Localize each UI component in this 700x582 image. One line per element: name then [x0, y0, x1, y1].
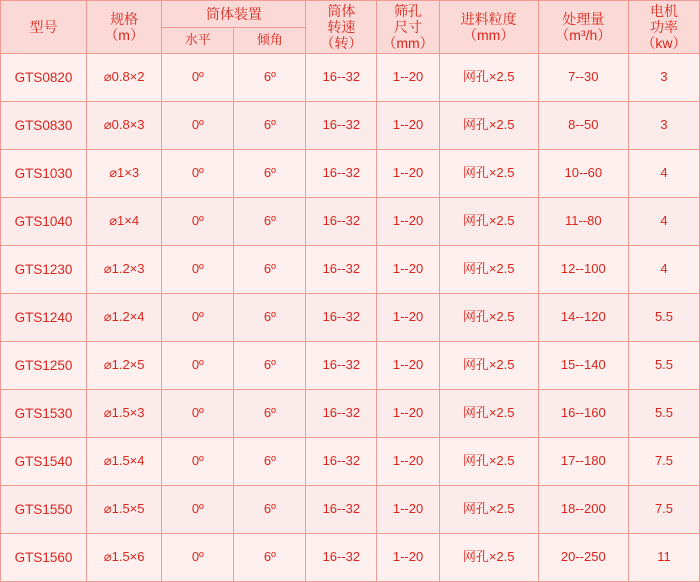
cell-power: 7.5 [628, 438, 699, 486]
table-row [1, 246, 700, 294]
cell-mesh: 1--20 [377, 534, 439, 582]
cell-capacity: 7--30 [538, 54, 628, 102]
table-row [1, 294, 700, 342]
cell-speed: 16--32 [306, 294, 377, 342]
cell-spec: ⌀0.8×2 [87, 54, 162, 102]
cell-spec: ⌀1.2×4 [87, 294, 162, 342]
cell-horizontal: 0º [162, 198, 234, 246]
cell-speed: 16--32 [306, 486, 377, 534]
cell-spec: ⌀1×4 [87, 198, 162, 246]
cell-spec: ⌀1.5×5 [87, 486, 162, 534]
cell-horizontal: 0º [162, 102, 234, 150]
header-feed-size: 进料粒度 （mm） [439, 1, 538, 54]
cell-feed: 网孔×2.5 [439, 390, 538, 438]
cell-feed: 网孔×2.5 [439, 438, 538, 486]
table-row [1, 150, 700, 198]
cell-model: GTS0820 [1, 54, 87, 102]
cell-angle: 6º [234, 534, 306, 582]
cell-angle: 6º [234, 150, 306, 198]
header-row-main [1, 1, 700, 28]
cell-horizontal: 0º [162, 246, 234, 294]
table-row [1, 102, 700, 150]
cell-mesh: 1--20 [377, 486, 439, 534]
header-capacity: 处理量 （m³/h） [538, 1, 628, 54]
table-row [1, 438, 700, 486]
table-row [1, 54, 700, 102]
cell-capacity: 12--100 [538, 246, 628, 294]
cell-feed: 网孔×2.5 [439, 486, 538, 534]
cell-capacity: 18--200 [538, 486, 628, 534]
cell-mesh: 1--20 [377, 150, 439, 198]
cell-speed: 16--32 [306, 150, 377, 198]
cell-model: GTS1030 [1, 150, 87, 198]
cell-model: GTS1550 [1, 486, 87, 534]
header-mesh-size: 筛孔 尺寸 （mm） [377, 1, 439, 54]
cell-feed: 网孔×2.5 [439, 102, 538, 150]
cell-power: 4 [628, 150, 699, 198]
table-row [1, 534, 700, 582]
cell-model: GTS1240 [1, 294, 87, 342]
cell-power: 4 [628, 198, 699, 246]
cell-model: GTS1530 [1, 390, 87, 438]
cell-mesh: 1--20 [377, 294, 439, 342]
cell-capacity: 14--120 [538, 294, 628, 342]
cell-speed: 16--32 [306, 390, 377, 438]
cell-mesh: 1--20 [377, 342, 439, 390]
cell-speed: 16--32 [306, 246, 377, 294]
cell-spec: ⌀1.5×3 [87, 390, 162, 438]
cell-capacity: 16--160 [538, 390, 628, 438]
table-row [1, 486, 700, 534]
cell-power: 5.5 [628, 390, 699, 438]
header-spec: 规格 （m） [87, 1, 162, 54]
cell-spec: ⌀0.8×3 [87, 102, 162, 150]
header-drum-device: 筒体装置 [162, 1, 306, 28]
cell-feed: 网孔×2.5 [439, 534, 538, 582]
cell-model: GTS1560 [1, 534, 87, 582]
cell-angle: 6º [234, 390, 306, 438]
cell-angle: 6º [234, 102, 306, 150]
cell-power: 3 [628, 102, 699, 150]
cell-feed: 网孔×2.5 [439, 246, 538, 294]
cell-speed: 16--32 [306, 102, 377, 150]
cell-horizontal: 0º [162, 486, 234, 534]
cell-model: GTS1540 [1, 438, 87, 486]
cell-feed: 网孔×2.5 [439, 342, 538, 390]
cell-power: 5.5 [628, 342, 699, 390]
cell-power: 7.5 [628, 486, 699, 534]
cell-capacity: 17--180 [538, 438, 628, 486]
cell-mesh: 1--20 [377, 246, 439, 294]
cell-speed: 16--32 [306, 342, 377, 390]
cell-model: GTS0830 [1, 102, 87, 150]
cell-spec: ⌀1×3 [87, 150, 162, 198]
cell-model: GTS1250 [1, 342, 87, 390]
header-horizontal: 水平 [162, 28, 234, 54]
cell-horizontal: 0º [162, 150, 234, 198]
cell-horizontal: 0º [162, 438, 234, 486]
cell-feed: 网孔×2.5 [439, 294, 538, 342]
cell-mesh: 1--20 [377, 54, 439, 102]
table-body [1, 54, 700, 582]
cell-spec: ⌀1.5×4 [87, 438, 162, 486]
cell-angle: 6º [234, 438, 306, 486]
cell-capacity: 20--250 [538, 534, 628, 582]
table-row [1, 390, 700, 438]
cell-mesh: 1--20 [377, 102, 439, 150]
header-rotate-speed: 筒体 转速 （转） [306, 1, 377, 54]
cell-mesh: 1--20 [377, 390, 439, 438]
cell-angle: 6º [234, 294, 306, 342]
cell-capacity: 15--140 [538, 342, 628, 390]
cell-mesh: 1--20 [377, 198, 439, 246]
cell-power: 5.5 [628, 294, 699, 342]
cell-angle: 6º [234, 342, 306, 390]
cell-spec: ⌀1.2×3 [87, 246, 162, 294]
cell-mesh: 1--20 [377, 438, 439, 486]
cell-angle: 6º [234, 486, 306, 534]
header-angle: 倾角 [234, 28, 306, 54]
cell-feed: 网孔×2.5 [439, 198, 538, 246]
cell-power: 11 [628, 534, 699, 582]
cell-capacity: 8--50 [538, 102, 628, 150]
cell-speed: 16--32 [306, 198, 377, 246]
cell-angle: 6º [234, 54, 306, 102]
cell-speed: 16--32 [306, 54, 377, 102]
cell-spec: ⌀1.5×6 [87, 534, 162, 582]
header-motor-power: 电机 功率 （kw） [628, 1, 699, 54]
cell-horizontal: 0º [162, 294, 234, 342]
cell-speed: 16--32 [306, 534, 377, 582]
cell-feed: 网孔×2.5 [439, 54, 538, 102]
cell-horizontal: 0º [162, 390, 234, 438]
cell-capacity: 10--60 [538, 150, 628, 198]
cell-model: GTS1040 [1, 198, 87, 246]
cell-capacity: 11--80 [538, 198, 628, 246]
table-row [1, 342, 700, 390]
cell-power: 4 [628, 246, 699, 294]
header-model: 型号 [1, 1, 87, 54]
cell-spec: ⌀1.2×5 [87, 342, 162, 390]
cell-angle: 6º [234, 246, 306, 294]
cell-horizontal: 0º [162, 54, 234, 102]
table-header [1, 1, 700, 54]
cell-speed: 16--32 [306, 438, 377, 486]
table-row [1, 198, 700, 246]
cell-feed: 网孔×2.5 [439, 150, 538, 198]
cell-power: 3 [628, 54, 699, 102]
cell-angle: 6º [234, 198, 306, 246]
cell-model: GTS1230 [1, 246, 87, 294]
cell-horizontal: 0º [162, 342, 234, 390]
cell-horizontal: 0º [162, 534, 234, 582]
